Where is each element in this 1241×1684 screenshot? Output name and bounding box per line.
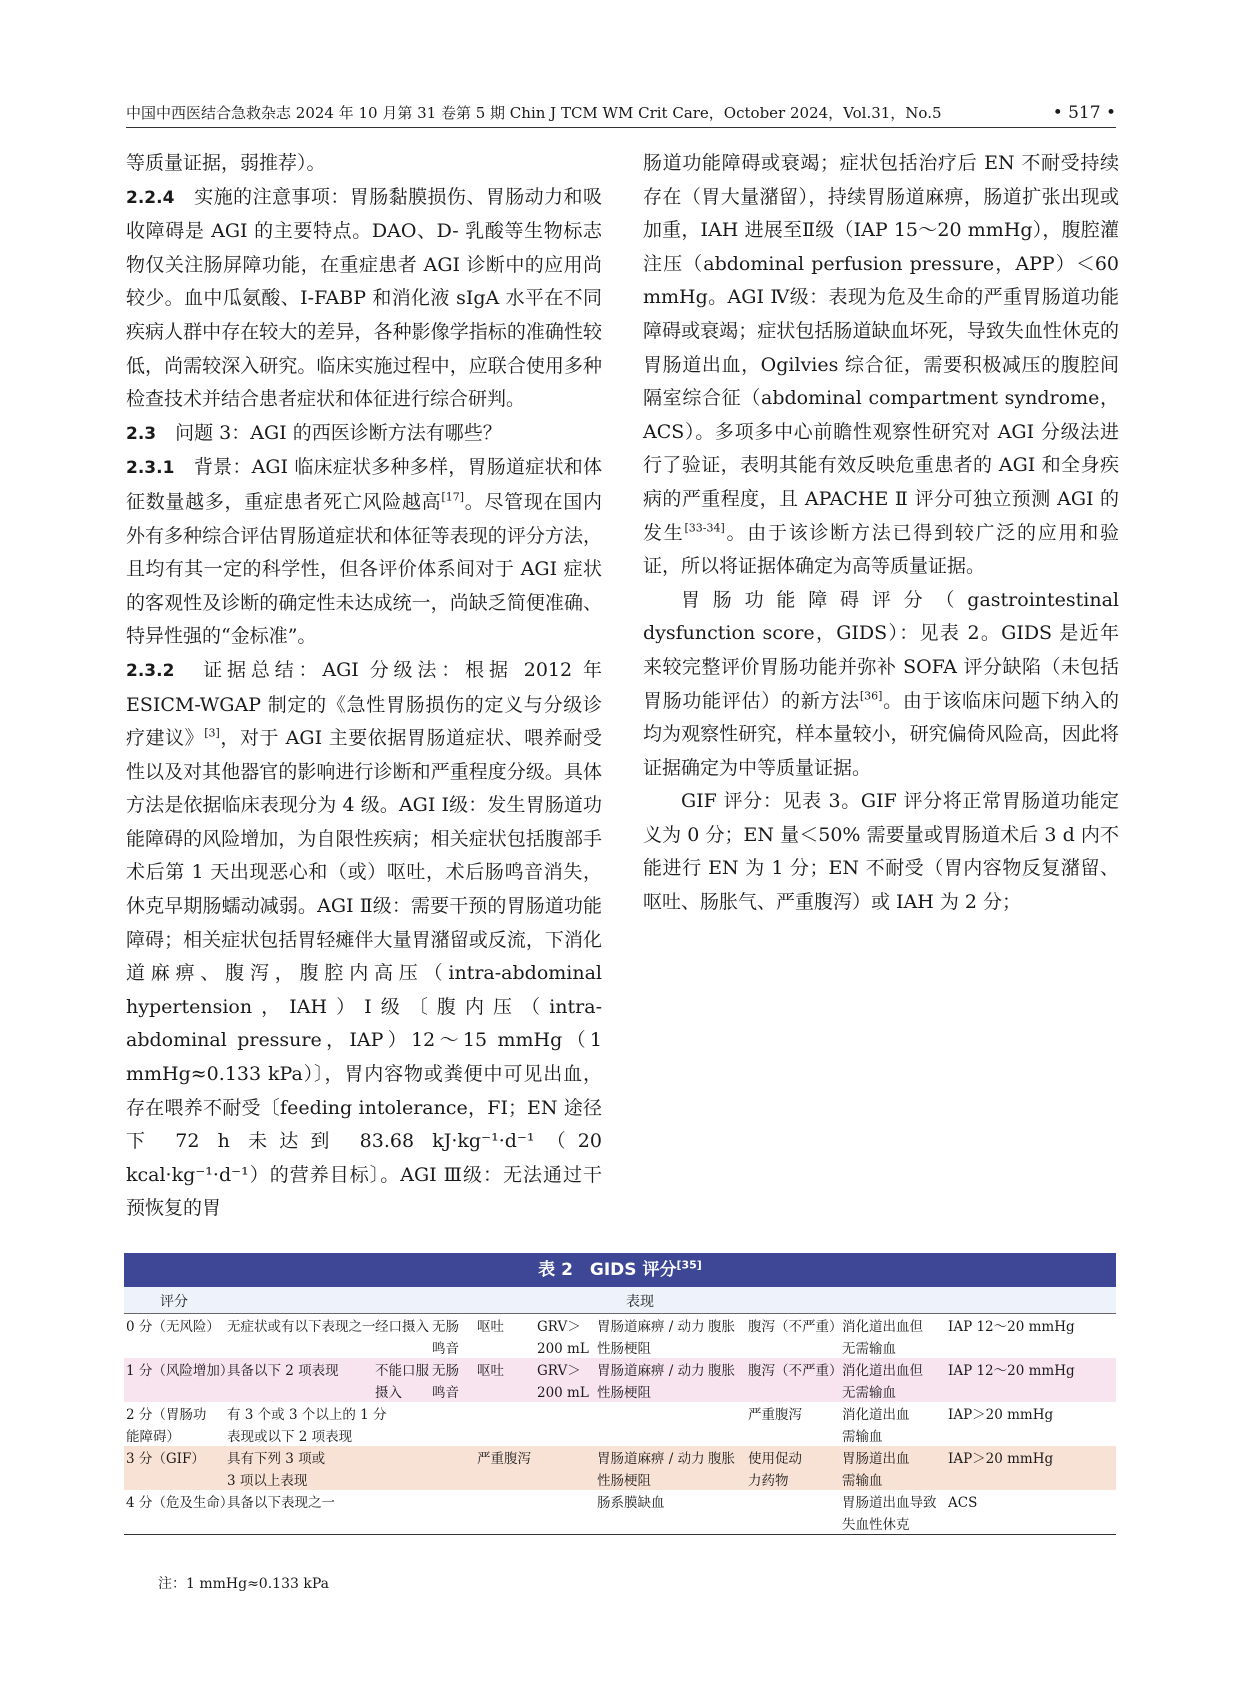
table-cell: 无肠 鸣音 (432, 1363, 459, 1401)
table-cell: IAP＞20 mmHg (948, 1407, 1054, 1423)
citation[interactable]: [3] (204, 726, 220, 740)
right-column (643, 147, 1119, 920)
running-header (126, 100, 1116, 126)
citation[interactable]: [17] (441, 490, 464, 504)
table-row (124, 1490, 1116, 1534)
paragraph: 2.3.1 背景：AGI 临床症状多种多样，胃肠道症状和体征数量越多，重症患者死亡风险越高[17]。尽管现在国内外有多种综合评估胃肠道症状和体征等表现的评分方法，且均有其一定的科学性，但各评价体系间对于 AGI 症状的客观性及诊断的确定性未达成统一，尚缺乏简便准确、特异性强的“金标准”。 (126, 456, 602, 648)
paragraph: GIF 评分：见表 3。GIF 评分将正常胃肠道功能定义为 0 分；EN 量＜50% 需要量或胃肠道术后 3 d 内不能进行 EN 为 1 分；EN 不耐受（胃内容物反复潴留、呕吐、肠胀气、严重腹泻）或 IAH 为 2 分； (643, 790, 1119, 914)
table-cell: GRV＞ 200 mL (537, 1363, 589, 1401)
table-cell: 消化道出血但 无需输血 (842, 1319, 923, 1357)
citation[interactable]: [35] (676, 1258, 702, 1272)
table-row (124, 1402, 1116, 1446)
table-cell: 3 分（GIF） (126, 1451, 205, 1467)
table-cell: 胃肠道出血 需输血 (842, 1451, 910, 1489)
table-cell: 严重腹泻 (477, 1451, 531, 1467)
table-note: 注：1 mmHg≈0.133 kPa (158, 1576, 329, 1592)
col-header-manifestation: 表现 (626, 1294, 654, 1310)
table-cell: 腹泻（不严重） (748, 1319, 843, 1335)
table-cell: 具备以下表现之一 (227, 1495, 335, 1511)
table-cell: 呕吐 (477, 1319, 504, 1335)
table-cell: 呕吐 (477, 1363, 504, 1379)
table-row (124, 1446, 1116, 1490)
left-column (126, 147, 602, 1226)
table-row (124, 1358, 1116, 1402)
table-row (124, 1314, 1116, 1358)
table-cell: 腹胀 (708, 1363, 735, 1379)
table-cell: IAP＞20 mmHg (948, 1451, 1054, 1467)
paragraph: 2.3.2 证据总结：AGI 分级法：根据 2012 年 ESICM-WGAP 制定的《急性胃肠损伤的定义与分级诊疗建议》[3]，对于 AGI 主要依据胃肠道症状、喂养耐受性以及对其他器官的影响进行诊断和严重程度分级。具体方法是依据临床表现分为 4 级。AGI Ⅰ级：发生胃肠道功能障碍的风险增加，为自限性疾病；相关症状包括腹部手术后第 1 天出现恶心和（或）呕吐，术后肠鸣音消失，休克早期肠蠕动减弱。AGI Ⅱ级：需要干预的胃肠道功能障碍；相关症状包括胃轻瘫伴大量胃潴留或反流，下消化道麻痹、腹泻，腹腔内高压（intra-abdominal hypertension，IAH）Ⅰ级〔腹内压（intra-abdominal pressure，IAP）12～15 mmHg（1 mmHg≈0.133 kPa）〕，胃内容物或粪便中可见出血，存在喂养不耐受〔feeding intolerance，FI；EN 途径下 72 h 未达到 83.68 kJ·kg⁻¹·d⁻¹（20 kcal·kg⁻¹·d⁻¹）的营养目标〕。AGI Ⅲ级：无法通过干预恢复的胃 (126, 658, 602, 1220)
journal-info: 中国中西医结合急救杂志 2024 年 10 月第 31 卷第 5 期 Chin J TCM WM Crit Care，October 2024，Vol.31，No.5 (126, 104, 942, 122)
paragraph: 胃肠功能障碍评分（gastrointestinal dysfunction score，GIDS）：见表 2。GIDS 是近年来较完整评价胃肠功能并弥补 SOFA 评分缺陷（未包括胃肠功能评估）的新方法[36]。由于该临床问题下纳入的均为观察性研究，样本量较小，研究偏倚风险高，因此将证据确定为中等质量证据。 (643, 588, 1119, 779)
table-cell: 胃肠道麻痹 / 动力 性肠梗阻 (597, 1363, 705, 1401)
table-header (124, 1287, 1116, 1314)
table-cell: IAP 12～20 mmHg (948, 1363, 1075, 1379)
table-cell: 不能口服 摄入 (375, 1363, 429, 1401)
table-cell: 腹胀 (708, 1451, 735, 1467)
table-cell: 具备以下 2 项表现 (227, 1363, 339, 1379)
table-cell: ACS (948, 1495, 978, 1511)
table-cell: 0 分（无风险） (126, 1319, 220, 1335)
table-cell: 使用促动 力药物 (748, 1451, 802, 1489)
table-title: 表 2 GIDS 评分[35] (124, 1253, 1116, 1287)
table-cell: 经口摄入 (375, 1319, 429, 1335)
table-cell: 胃肠道麻痹 / 动力 性肠梗阻 (597, 1319, 705, 1357)
table-cell: 无肠 鸣音 (432, 1319, 459, 1357)
table-cell: 胃肠道麻痹 / 动力 性肠梗阻 (597, 1451, 705, 1489)
table-cell: 腹泻（不严重） (748, 1363, 843, 1379)
table-bottom-rule (124, 1534, 1116, 1535)
gids-table (124, 1253, 1116, 1535)
section-heading: 2.3 问题 3：AGI 的西医诊断方法有哪些？ (126, 421, 502, 444)
table-cell: 肠系膜缺血 (597, 1495, 665, 1511)
table-cell: 1 分（风险增加） (126, 1363, 234, 1379)
paragraph: 肠道功能障碍或衰竭；症状包括治疗后 EN 不耐受持续存在（胃大量潴留），持续胃肠道麻痹，肠道扩张出现或加重，IAH 进展至Ⅱ级（IAP 15～20 mmHg），腹腔灌注压（abdominal perfusion pressure，APP）＜60 mmHg。AGI Ⅳ级：表现为危及生命的严重胃肠道功能障碍或衰竭；症状包括肠道缺血坏死，导致失血性休克的胃肠道出血，Ogilvies 综合征，需要积极减压的腹腔间隔室综合征（abdominal compartment syndrome，ACS）。多项多中心前瞻性观察性研究对 AGI 分级法进行了验证，表明其能有效反映危重患者的 AGI 和全身疾病的严重程度，且 APACHE Ⅱ 评分可独立预测 AGI 的发生[33-34]。由于该诊断方法已得到较广泛的应用和验证，所以将证据体确定为高等质量证据。 (643, 152, 1119, 578)
citation[interactable]: [36] (859, 689, 883, 703)
table-cell: 消化道出血 需输血 (842, 1407, 910, 1445)
paragraph: 2.2.4 实施的注意事项：胃肠黏膜损伤、胃肠动力和吸收障碍是 AGI 的主要特点。DAO、D- 乳酸等生物标志物仅关注肠屏障功能，在重症患者 AGI 诊断中的应用尚较少。血中瓜氨酸、I-FABP 和消化液 sIgA 水平在不同疾病人群中存在较大的差异，各种影像学指标的准确性较低，尚需较深入研究。临床实施过程中，应联合使用多种检查技术并结合患者症状和体征进行综合研判。 (126, 185, 602, 411)
table-cell: 2 分（胃肠功 能障碍） (126, 1407, 207, 1445)
table-cell: 腹胀 (708, 1319, 735, 1335)
table-cell: 4 分（危及生命） (126, 1495, 234, 1511)
table-body (124, 1314, 1116, 1535)
table-cell: 有 3 个或 3 个以上的 1 分 表现或以下 2 项表现 (227, 1407, 387, 1445)
table-cell: IAP 12～20 mmHg (948, 1319, 1075, 1335)
citation[interactable]: [33-34] (684, 521, 725, 535)
table-cell: 胃肠道出血导致 失血性休克 (842, 1495, 937, 1533)
table-cell: 严重腹泻 (748, 1407, 802, 1423)
page-number: • 517 • (1052, 103, 1116, 123)
table-cell: 无症状或有以下表现之一 (227, 1319, 376, 1335)
col-header-score: 评分 (160, 1294, 188, 1310)
table-cell: 具有下列 3 项或 3 项以上表现 (227, 1451, 326, 1489)
paragraph: 等质量证据，弱推荐）。 (126, 152, 326, 174)
table-cell: GRV＞ 200 mL (537, 1319, 589, 1357)
header-rule (126, 127, 1116, 128)
table-cell: 消化道出血但 无需输血 (842, 1363, 923, 1401)
